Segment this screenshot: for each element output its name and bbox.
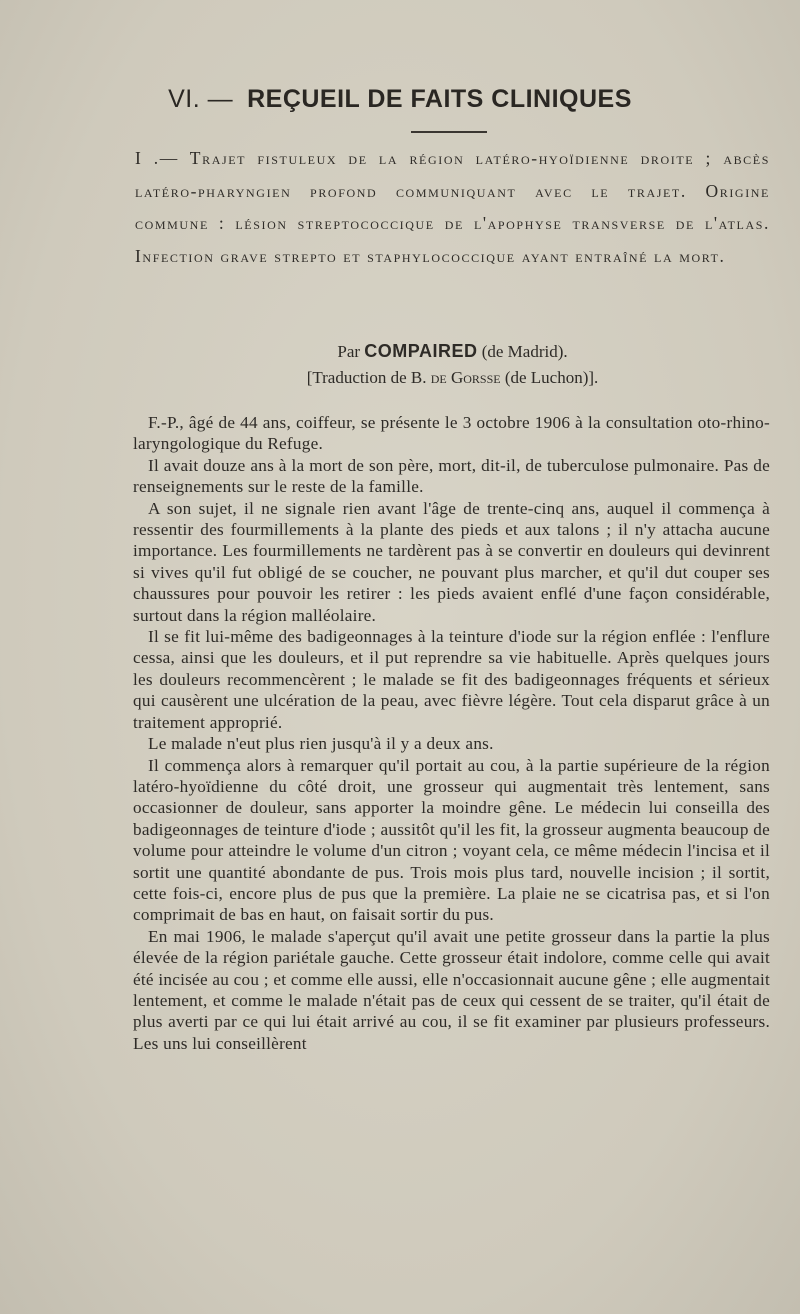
paragraph: F.-P., âgé de 44 ans, coiffeur, se présente le 3 octobre 1906 à la consultation oto-rhino-laryngologique du Refuge.	[133, 413, 770, 454]
paragraph: Le malade n'eut plus rien jusqu'à il y a deux ans.	[148, 734, 494, 754]
translation-suffix: (de Luchon)].	[504, 368, 599, 387]
translator-name: Gorsse	[450, 368, 501, 387]
case-report-body	[133, 412, 770, 1054]
byline-prefix: Par	[337, 342, 361, 361]
author-place: (de Madrid).	[481, 342, 568, 361]
translator-particle: de	[430, 368, 447, 387]
translation-credit	[135, 368, 770, 388]
author-name: COMPAIRED	[364, 341, 478, 361]
paragraph: Il commença alors à remarquer qu'il portait au cou, à la partie supérieure de la région latéro-hyoïdienne du côté droit, une grosseur qui augmentait très lentement, sans occasionner de douleur, sans apporter la moindre gêne. Le médecin lui conseilla des badigeonnages de teinture d'iode ; aussitôt qu'il les fit, la grosseur augmenta beaucoup de volume pour atteindre le volume d'un citron ; voyant cela, ce même médecin l'incisa et il sortit une quantité abondante de pus. Trois mois plus tard, nouvelle incision ; il sortit, cette fois-ci, encore plus de pus que la première. La plaie ne se cicatrisa pas, et si l'on comprimait de bas en haut, on faisait sortir du pus.	[133, 755, 770, 925]
paragraph: A son sujet, il ne signale rien avant l'âge de trente-cinq ans, auquel il commença à ressentir des fourmillements à la plante des pieds et aux talons ; il n'y attacha aucune importance. Les fourmillements ne tardèrent pas à se convertir en douleurs qui devinrent si vives qu'il fut obligé de se coucher, ne pouvant plus marcher, et qu'il dut couper ses chaussures pour pouvoir les retirer : les pieds avaient enflé d'une façon considérable, surtout dans la région malléolaire.	[133, 498, 770, 625]
paragraph: Il avait douze ans à la mort de son père, mort, dit-il, de tuberculose pulmonaire. Pas de renseignements sur le reste de la famille.	[133, 455, 770, 497]
chapter-number: VI. —	[168, 85, 234, 113]
paragraph: En mai 1906, le malade s'aperçut qu'il avait une petite grosseur dans la partie la plus élevée de la région pariétale gauche. Cette grosseur était indolore, comme celle qui avait été incisée au cou ; et comme elle aussi, elle n'occasionnait aucune gêne ; elle augmentait lentement, et comme le malade n'était pas de ceux qui cessent de se traiter, qu'il était de plus averti par ce qui lui était arrivé au cou, il se fit examiner par plusieurs professeurs. Les uns lui conseillèrent	[133, 926, 770, 1053]
byline	[135, 341, 770, 362]
translation-prefix: [Traduction de B.	[306, 368, 427, 387]
chapter-title: REÇUEIL DE FAITS CLINIQUES	[247, 85, 632, 113]
chapter-heading	[0, 85, 800, 114]
paragraph: Il se fit lui-même des badigeonnages à la teinture d'iode sur la région enflée : l'enflure cessa, ainsi que les douleurs, et il put reprendre sa vie habituelle. Après quelques jours les douleurs recommencèrent ; le malade se fit des badigeonnages fréquents et sérieux qui causèrent une ulcération de la peau, avec fièvre légère. Tout cela disparut grâce à un traitement approprié.	[133, 627, 770, 732]
case-title: I .— Trajet fistuleux de la région latéro-hyoïdienne droite ; abcès latéro-pharyngien profond communiquant avec le trajet. Origine commune : lésion streptococcique de l'apophyse transverse de l'atlas. Infection grave strepto et staphylococcique ayant entraîné la mort.	[135, 148, 770, 266]
heading-divider	[411, 131, 487, 133]
